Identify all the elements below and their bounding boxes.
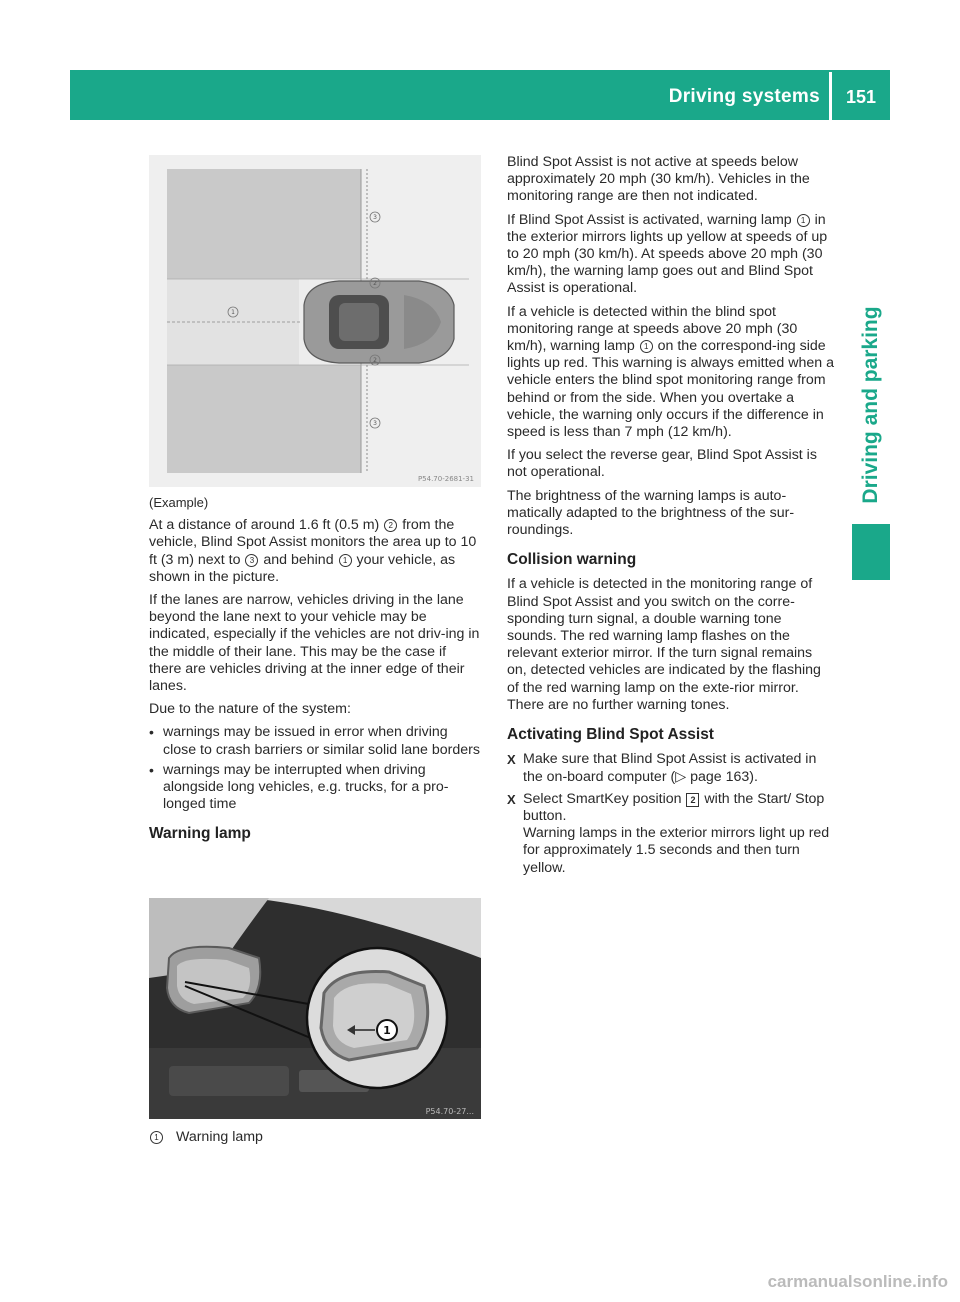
blind-spot-diagram [149, 155, 481, 487]
paragraph-activated [507, 212, 834, 298]
chapter-tab-marker [852, 524, 890, 580]
caption-text: Warning lamp [175, 1129, 263, 1145]
image-code: P54.70-2681-31 [417, 475, 474, 483]
header-divider [829, 72, 832, 120]
mirror-photo-svg [149, 898, 481, 1119]
text-span: If a vehicle is detected within the blind spot monitoring range at speeds above 20 mph (30 km/h), warning lamp [507, 303, 798, 355]
page-ref-link[interactable]: page 163). [690, 768, 758, 785]
marker-1-inline: 1 [640, 340, 653, 353]
marker-3-inline: 3 [245, 554, 258, 567]
right-column [507, 154, 834, 882]
step-2 [507, 791, 834, 877]
bullet-item: • warnings may be issued in error when driving close to crash barriers or similar solid lane borders [149, 724, 481, 758]
page-ref-arrow: ▷ [675, 768, 687, 785]
marker-3-front: 3 [373, 214, 377, 221]
paragraph-narrow-lanes: If the lanes are narrow, vehicles driving in the lane beyond the lane next to your vehicle may be indicated, especially if the vehicles are not driv-ing in the middle of their lane. This may be the case if there are vehicles driving at the inner edge of their lanes. [149, 592, 480, 695]
bullet-item: • warnings may be interrupted when driving alongside long vehicles, e.g. trucks, for a pro-longed time [149, 762, 481, 814]
marker-2-rear: 2 [373, 357, 377, 364]
paragraph-nature: Due to the nature of the system: [149, 701, 351, 718]
paragraph-distance [149, 517, 481, 586]
text-span: and behind [263, 551, 334, 568]
key-position-2: 2 [686, 793, 699, 807]
text-span: Make sure that Blind Spot Assist is activated in the on-board computer ( [523, 751, 817, 785]
paragraph-collision: If a vehicle is detected in the monitoring range of Blind Spot Assist and you switch on the corre-sponding turn signal, a double warning tone sounds. The red warning lamp flashes on the relevant exterior mirror. If the turn signal remains on, detected vehicles are indicated by the flashing of the red warning lamp on the exte-rior mirror. There are no further warning tones. [507, 576, 821, 713]
step-1 [507, 751, 834, 785]
image-code-2: P54.70-27... [425, 1107, 474, 1116]
heading-collision-warning: Collision warning [507, 551, 637, 569]
text-span: in the exterior mirrors lights up yellow at speeds of up to 20 mph (30 km/h). At speeds above 20 mph (30 km/h), the warning lamp goes out and Blind Spot Assist is operational. [507, 211, 828, 297]
text-span: from the vehicle, Blind Spot Assist monitors the area up to 10 ft (3 m) next to [149, 517, 477, 568]
blind-spot-diagram-svg [149, 155, 481, 487]
footer [0, 1262, 960, 1302]
text-span: Warning lamps in the exterior mirrors light up red for approximately 1.5 seconds and then turn yellow. [523, 825, 830, 876]
marker-1-inline: 1 [339, 554, 352, 567]
marker-1-inline: 1 [797, 214, 810, 227]
step-marker: X [507, 791, 516, 807]
paragraph-detected [507, 304, 834, 442]
marker-2-front: 2 [373, 280, 377, 287]
marker-1: 1 [231, 309, 235, 316]
car-top-view [304, 281, 454, 363]
monitor-zone-rear [167, 365, 361, 473]
watermark: carmanualsonline.info [767, 1272, 948, 1291]
text-span: on the correspond-ing side lights up red. This warning is always emitted when a vehicle enters the blind spot monitoring range from behind or from the side. When you overtake a vehicle, the warning only occurs if the difference in speed is less than 7 mph (12 km/h). [507, 338, 834, 441]
paragraph-reverse: If you select the reverse gear, Blind Spot Assist is not operational. [507, 447, 817, 481]
text-span: If Blind Spot Assist is activated, warning lamp [507, 211, 792, 228]
mirror-photo [149, 898, 481, 1119]
marker-1-photo: 1 [383, 1024, 391, 1037]
mirror-caption [149, 1129, 263, 1145]
text-span: with the Start/ Stop button. [523, 790, 825, 824]
figure-caption: (Example) [149, 495, 209, 510]
text-span: At a distance of around 1.6 ft (0.5 m) [149, 517, 380, 534]
text-span: Select SmartKey position [523, 790, 682, 807]
text-span: your vehicle, as shown in the picture. [149, 551, 456, 585]
monitor-zone-front [167, 169, 361, 279]
paragraph-speeds: Blind Spot Assist is not active at speeds below approximately 20 mph (30 km/h). Vehicles in the monitoring range are then not indicated. [507, 154, 810, 205]
page-header [70, 70, 890, 120]
left-column [149, 494, 481, 851]
page-number: 151 [845, 87, 876, 107]
marker-3-rear: 3 [373, 420, 377, 427]
paragraph-brightness: The brightness of the warning lamps is auto-matically adapted to the brightness of the sur-roundings. [507, 487, 795, 539]
chapter-tab [852, 290, 890, 520]
step-marker: X [507, 752, 516, 768]
heading-warning-lamp: Warning lamp [149, 825, 251, 843]
bullet-list [149, 724, 481, 813]
heading-activating: Activating Blind Spot Assist [507, 726, 714, 744]
marker-1-inline: 1 [150, 1131, 163, 1144]
marker-2-inline: 2 [384, 519, 397, 532]
section-title: Driving systems [668, 86, 820, 107]
chapter-tab-label: Driving and parking [859, 306, 882, 504]
